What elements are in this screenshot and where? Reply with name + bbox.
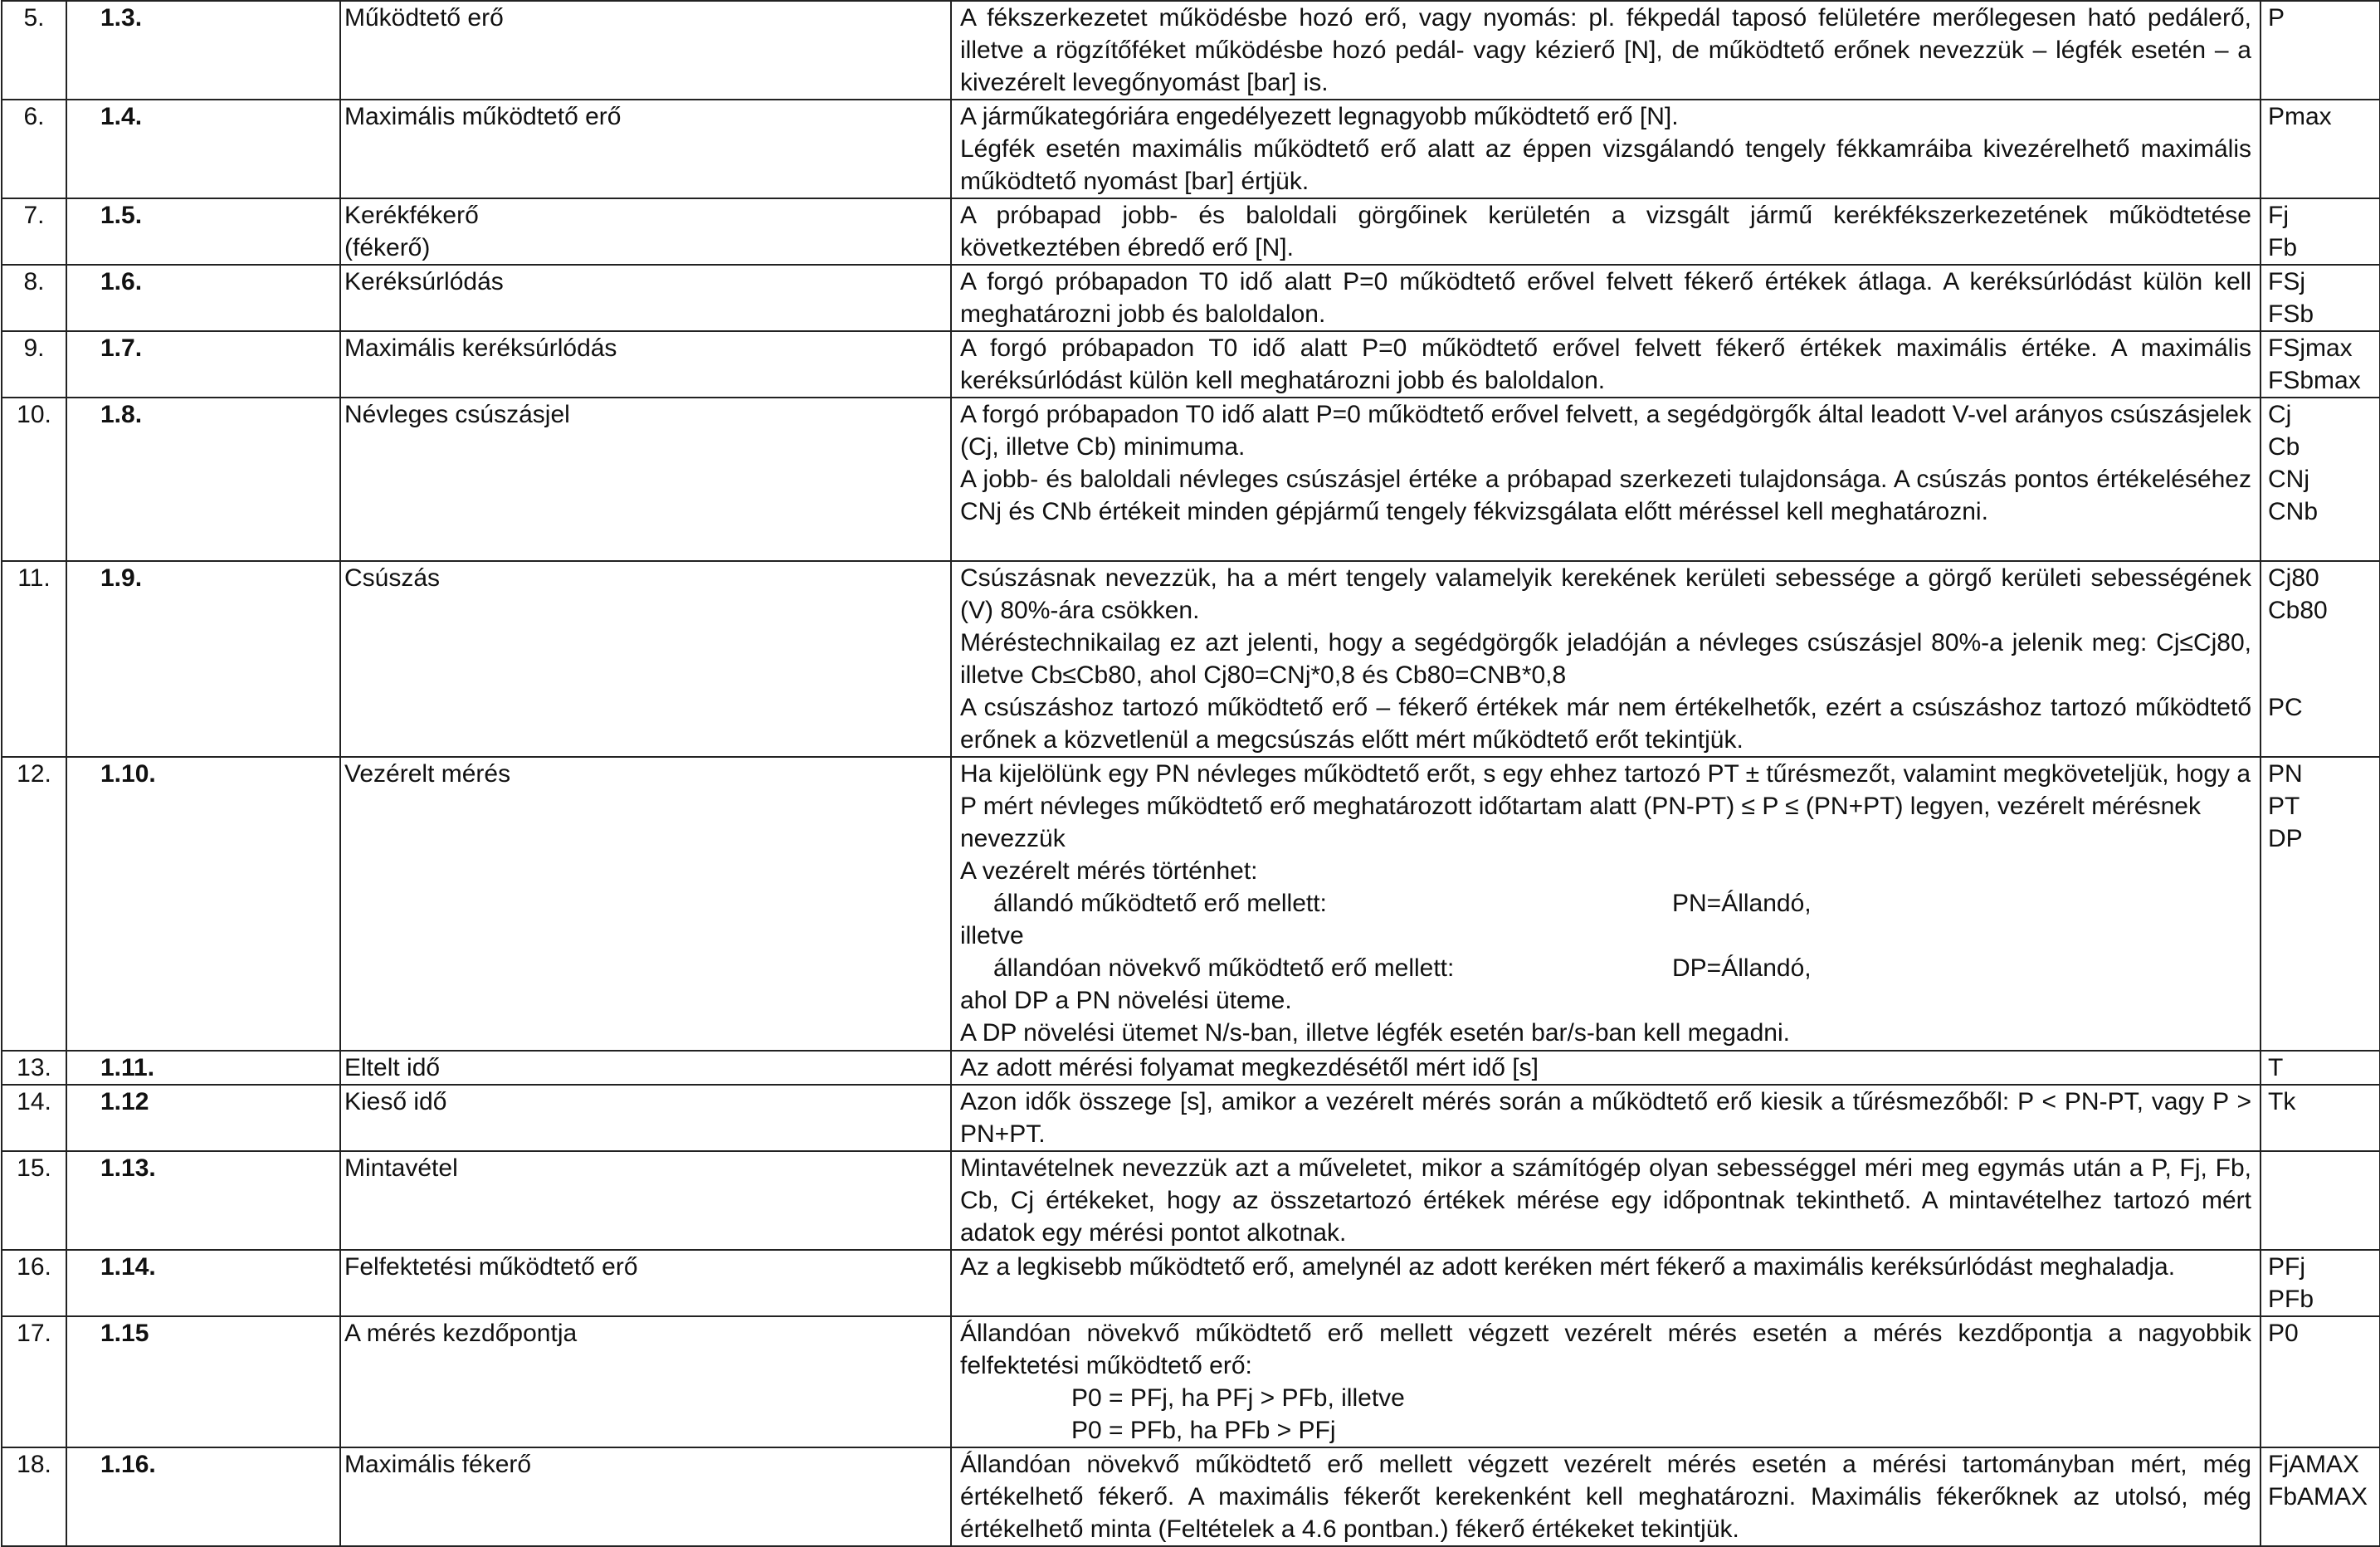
definition-paragraph: Mintavételnek nevezzük azt a műveletet, mikor a számítógép olyan sebességgel méri meg egymás után a P, Fj, Fb, Cb, Cj értékeket, hogy az összetartozó értékek mérése egy időpontnak tekinthető. A mintavételhez tartozó mért adatok egy mérési pontot alkotnak. bbox=[960, 1154, 2251, 1247]
symbol: FSj bbox=[2268, 268, 2305, 295]
symbol: DP bbox=[2268, 825, 2303, 852]
table-row bbox=[2, 561, 2380, 757]
term-name-line: Maximális működtető erő bbox=[344, 103, 622, 130]
term-name bbox=[340, 1051, 951, 1085]
symbol-cell bbox=[2261, 331, 2380, 398]
definition-text bbox=[951, 561, 2261, 757]
definition-text bbox=[951, 1085, 2261, 1151]
symbol: PFb bbox=[2268, 1286, 2314, 1313]
term-name bbox=[340, 398, 951, 561]
definition-paragraph: Az a legkisebb működtető erő, amelynél az adott keréken mért fékerő a maximális keréksúrlódást meghaladja. bbox=[960, 1253, 2176, 1281]
definition-paragraph: A járműkategóriára engedélyezett legnagyobb működtető erő [N]. bbox=[960, 103, 1679, 130]
formula-line: P0 = PFb, ha PFb > PFj bbox=[1071, 1417, 1336, 1444]
definition-text bbox=[951, 1316, 2261, 1447]
definition-paragraph: Ha kijelölünk egy PN névleges működtető erőt, s egy ehhez tartozó PT ± tűrésmezőt, valamint megköveteljük, hogy a P mért névleges működtető erő meghatározott időtartam alatt (PN-PT) ≤ P ≤ (PN+PT) legyen, vezérelt mérésnek nevezzük bbox=[960, 760, 2251, 852]
row-number: 13. bbox=[2, 1051, 66, 1085]
definition-paragraph: A csúszáshoz tartozó működtető erő – fékerő értékek már nem értékelhetők, ezért a csúszáshoz tartozó működtető erőnek a közvetlenül a megcsúszás előtt mért működtető erőt tekintjük. bbox=[960, 694, 2251, 754]
term-name-line: Kieső idő bbox=[344, 1088, 447, 1115]
term-name bbox=[340, 1085, 951, 1151]
term-name-line: (fékerő) bbox=[344, 234, 431, 261]
symbol: FbAMAX bbox=[2268, 1483, 2368, 1510]
definition-paragraph: A forgó próbapadon T0 idő alatt P=0 működtető erővel felvett, a segédgörgők által leadott V-vel arányos csúszásjelek (Cj, illetve Cb) minimuma. bbox=[960, 401, 2251, 461]
symbol: FSb bbox=[2268, 300, 2314, 328]
table-row bbox=[2, 198, 2380, 265]
table-row bbox=[2, 1085, 2380, 1151]
formula-line: P0 = PFj, ha PFj > PFb, illetve bbox=[1071, 1384, 1405, 1412]
definition-paragraph: ahol DP a PN növelési üteme. bbox=[960, 987, 1292, 1014]
table-row bbox=[2, 1316, 2380, 1447]
term-name bbox=[340, 561, 951, 757]
row-number: 16. bbox=[2, 1250, 66, 1316]
row-number: 11. bbox=[2, 561, 66, 757]
definition-paragraph: Csúszásnak nevezzük, ha a mért tengely valamelyik kerekének kerületi sebessége a görgő kerületi sebességének (V) 80%-ára csökken. bbox=[960, 564, 2251, 624]
term-name-line: Mintavétel bbox=[344, 1154, 458, 1182]
symbol: PN bbox=[2268, 760, 2303, 788]
definition-text bbox=[951, 1151, 2261, 1250]
definition-paragraph: A vezérelt mérés történhet: bbox=[960, 857, 1258, 885]
term-name bbox=[340, 1250, 951, 1316]
table-row bbox=[2, 757, 2380, 1051]
symbol: Tk bbox=[2268, 1088, 2296, 1115]
term-name-line: Maximális keréksúrlódás bbox=[344, 334, 617, 362]
definition-paragraph: Az adott mérési folyamat megkezdésétől mért idő [s] bbox=[960, 1054, 1539, 1081]
table-row bbox=[2, 1250, 2380, 1316]
term-name bbox=[340, 100, 951, 198]
section-code: 1.7. bbox=[66, 331, 340, 398]
row-number: 17. bbox=[2, 1316, 66, 1447]
table-row bbox=[2, 100, 2380, 198]
symbol-cell bbox=[2261, 1, 2380, 100]
section-code: 1.5. bbox=[66, 198, 340, 265]
symbol: PFj bbox=[2268, 1253, 2305, 1281]
definition-paragraph: A forgó próbapadon T0 idő alatt P=0 működtető erővel felvett fékerő értékek átlaga. A keréksúrlódást külön kell meghatározni jobb és baloldalon. bbox=[960, 268, 2251, 328]
term-name bbox=[340, 1447, 951, 1546]
table-row bbox=[2, 265, 2380, 331]
definition-text bbox=[951, 1051, 2261, 1085]
row-number: 14. bbox=[2, 1085, 66, 1151]
row-number: 8. bbox=[2, 265, 66, 331]
case-value: DP=Állandó, bbox=[1672, 954, 1812, 982]
term-name-line: Névleges csúszásjel bbox=[344, 401, 570, 428]
section-code: 1.15 bbox=[66, 1316, 340, 1447]
symbol: FjAMAX bbox=[2268, 1451, 2360, 1478]
symbol: PC bbox=[2268, 694, 2303, 721]
row-number: 7. bbox=[2, 198, 66, 265]
row-number: 9. bbox=[2, 331, 66, 398]
definition-text bbox=[951, 100, 2261, 198]
symbol-cell bbox=[2261, 1447, 2380, 1546]
definition-text bbox=[951, 331, 2261, 398]
row-number: 5. bbox=[2, 1, 66, 100]
symbol-cell bbox=[2261, 265, 2380, 331]
term-name-line: Felfektetési működtető erő bbox=[344, 1253, 638, 1281]
symbol-cell bbox=[2261, 561, 2380, 757]
symbol-cell bbox=[2261, 100, 2380, 198]
definition-text bbox=[951, 1250, 2261, 1316]
definition-paragraph: Méréstechnikailag ez azt jelenti, hogy a segédgörgők jeladóján a névleges csúszásjel 80%-a jelenik meg: Cj≤Cj80, illetve Cb≤Cb80, ahol Cj80=CNj*0,8 és Cb80=CNB*0,8 bbox=[960, 629, 2251, 689]
definition-paragraph: A fékszerkezetet működésbe hozó erő, vagy nyomás: pl. fékpedál taposó felületére merőlegesen ható pedálerő, illetve a rögzítőféket működésbe hozó pedál- vagy kézierő [N], de működtető erőnek nevezzük – légfék esetén – a kivezérelt levegőnyomást [bar] is. bbox=[960, 4, 2251, 96]
measurement-case-increasing bbox=[960, 952, 2251, 984]
symbol: Pmax bbox=[2268, 103, 2332, 130]
term-name-line: Kerékfékerő bbox=[344, 202, 479, 229]
symbol-cell bbox=[2261, 1151, 2380, 1250]
symbol: Cj80 bbox=[2268, 564, 2319, 592]
term-name bbox=[340, 1316, 951, 1447]
symbol: P0 bbox=[2268, 1320, 2299, 1347]
case-label: állandó működtető erő mellett: bbox=[993, 890, 1327, 917]
term-name-line: Működtető erő bbox=[344, 4, 504, 32]
definitions-table bbox=[1, 0, 2380, 1547]
definition-paragraph: A forgó próbapadon T0 idő alatt P=0 működtető erővel felvett fékerő értékek maximális értéke. A maximális keréksúrlódást külön kell meghatározni jobb és baloldalon. bbox=[960, 334, 2251, 394]
symbol-cell bbox=[2261, 1250, 2380, 1316]
section-code: 1.3. bbox=[66, 1, 340, 100]
symbol: PT bbox=[2268, 793, 2300, 820]
table-row bbox=[2, 1051, 2380, 1085]
symbol: T bbox=[2268, 1054, 2284, 1081]
symbol: Cb bbox=[2268, 433, 2300, 461]
section-code: 1.13. bbox=[66, 1151, 340, 1250]
section-code: 1.4. bbox=[66, 100, 340, 198]
section-code: 1.11. bbox=[66, 1051, 340, 1085]
definition-text bbox=[951, 398, 2261, 561]
definition-paragraph: A próbapad jobb- és baloldali görgőinek kerületén a vizsgált jármű kerékfékszerkezetének működtetése következtében ébredő erő [N]. bbox=[960, 202, 2251, 261]
symbol: Fb bbox=[2268, 234, 2298, 261]
definition-paragraph: Állandóan növekvő működtető erő mellett végzett vezérelt mérés esetén a mérés kezdőpontja a nagyobbik felfektetési működtető erő: bbox=[960, 1320, 2251, 1379]
table-row bbox=[2, 1151, 2380, 1250]
symbol: Fj bbox=[2268, 202, 2289, 229]
symbol-spacer bbox=[2268, 627, 2371, 659]
definition-paragraph: Azon idők összege [s], amikor a vezérelt mérés során a működtető erő kiesik a tűrésmezőből: P < PN-PT, vagy P > PN+PT. bbox=[960, 1088, 2251, 1148]
term-name-line: Eltelt idő bbox=[344, 1054, 441, 1081]
symbol: P bbox=[2268, 4, 2285, 32]
measurement-case-constant bbox=[960, 887, 2251, 920]
section-code: 1.10. bbox=[66, 757, 340, 1051]
term-name bbox=[340, 1, 951, 100]
symbol: Cb80 bbox=[2268, 597, 2328, 624]
term-name bbox=[340, 198, 951, 265]
table-row bbox=[2, 331, 2380, 398]
definition-paragraph: illetve bbox=[960, 922, 1024, 949]
case-value: PN=Állandó, bbox=[1672, 890, 1812, 917]
definition-paragraph: A DP növelési ütemet N/s-ban, illetve légfék esetén bar/s-ban kell megadni. bbox=[960, 1019, 1790, 1047]
symbol: Cj bbox=[2268, 401, 2292, 428]
definition-paragraph: Légfék esetén maximális működtető erő alatt az éppen vizsgálandó tengely fékkamráiba kivezérelhető maximális működtető nyomást [bar] értjük. bbox=[960, 135, 2251, 195]
definition-paragraph: A jobb- és baloldali névleges csúszásjel értéke a próbapad szerkezeti tulajdonsága. A csúszás pontos értékeléséhez CNj és CNb értékeit minden gépjármű tengely fékvizsgálata előtt méréssel kell meghatározni. bbox=[960, 466, 2251, 525]
section-code: 1.12 bbox=[66, 1085, 340, 1151]
term-name bbox=[340, 1151, 951, 1250]
symbol-cell bbox=[2261, 1316, 2380, 1447]
row-number: 15. bbox=[2, 1151, 66, 1250]
symbol-spacer bbox=[2268, 659, 2371, 691]
symbol: FSbmax bbox=[2268, 367, 2361, 394]
row-number: 6. bbox=[2, 100, 66, 198]
section-code: 1.14. bbox=[66, 1250, 340, 1316]
term-name-line: Keréksúrlódás bbox=[344, 268, 504, 295]
term-name-line: Vezérelt mérés bbox=[344, 760, 511, 788]
table-row bbox=[2, 398, 2380, 561]
definition-text bbox=[951, 1, 2261, 100]
section-code: 1.9. bbox=[66, 561, 340, 757]
symbol: FSjmax bbox=[2268, 334, 2353, 362]
symbol: CNj bbox=[2268, 466, 2309, 493]
row-number: 12. bbox=[2, 757, 66, 1051]
definition-text bbox=[951, 265, 2261, 331]
definition-text bbox=[951, 1447, 2261, 1546]
definition-text bbox=[951, 757, 2261, 1051]
section-code: 1.16. bbox=[66, 1447, 340, 1546]
symbol-cell bbox=[2261, 198, 2380, 265]
term-name-line: A mérés kezdőpontja bbox=[344, 1320, 578, 1347]
section-code: 1.8. bbox=[66, 398, 340, 561]
definition-paragraph: Állandóan növekvő működtető erő mellett végzett vezérelt mérés esetén a mérési tartományban mért, még értékelhető fékerő. A maximális fékerőt kerekenként kell meghatározni. Maximális fékerőknek az utolsó, még értékelhető minta (Feltételek a 4.6 pontban.) fékerő értékeket tekintjük. bbox=[960, 1451, 2251, 1543]
term-name-line: Csúszás bbox=[344, 564, 441, 592]
term-name bbox=[340, 265, 951, 331]
table-row bbox=[2, 1, 2380, 100]
table-row bbox=[2, 1447, 2380, 1546]
term-name-line: Maximális fékerő bbox=[344, 1451, 532, 1478]
symbol-cell bbox=[2261, 1051, 2380, 1085]
term-name bbox=[340, 757, 951, 1051]
section-code: 1.6. bbox=[66, 265, 340, 331]
symbol-cell bbox=[2261, 398, 2380, 561]
symbol: CNb bbox=[2268, 498, 2319, 525]
symbol-cell bbox=[2261, 757, 2380, 1051]
row-number: 18. bbox=[2, 1447, 66, 1546]
symbol-cell bbox=[2261, 1085, 2380, 1151]
term-name bbox=[340, 331, 951, 398]
case-label: állandóan növekvő működtető erő mellett: bbox=[993, 954, 1455, 982]
definition-text bbox=[951, 198, 2261, 265]
row-number: 10. bbox=[2, 398, 66, 561]
